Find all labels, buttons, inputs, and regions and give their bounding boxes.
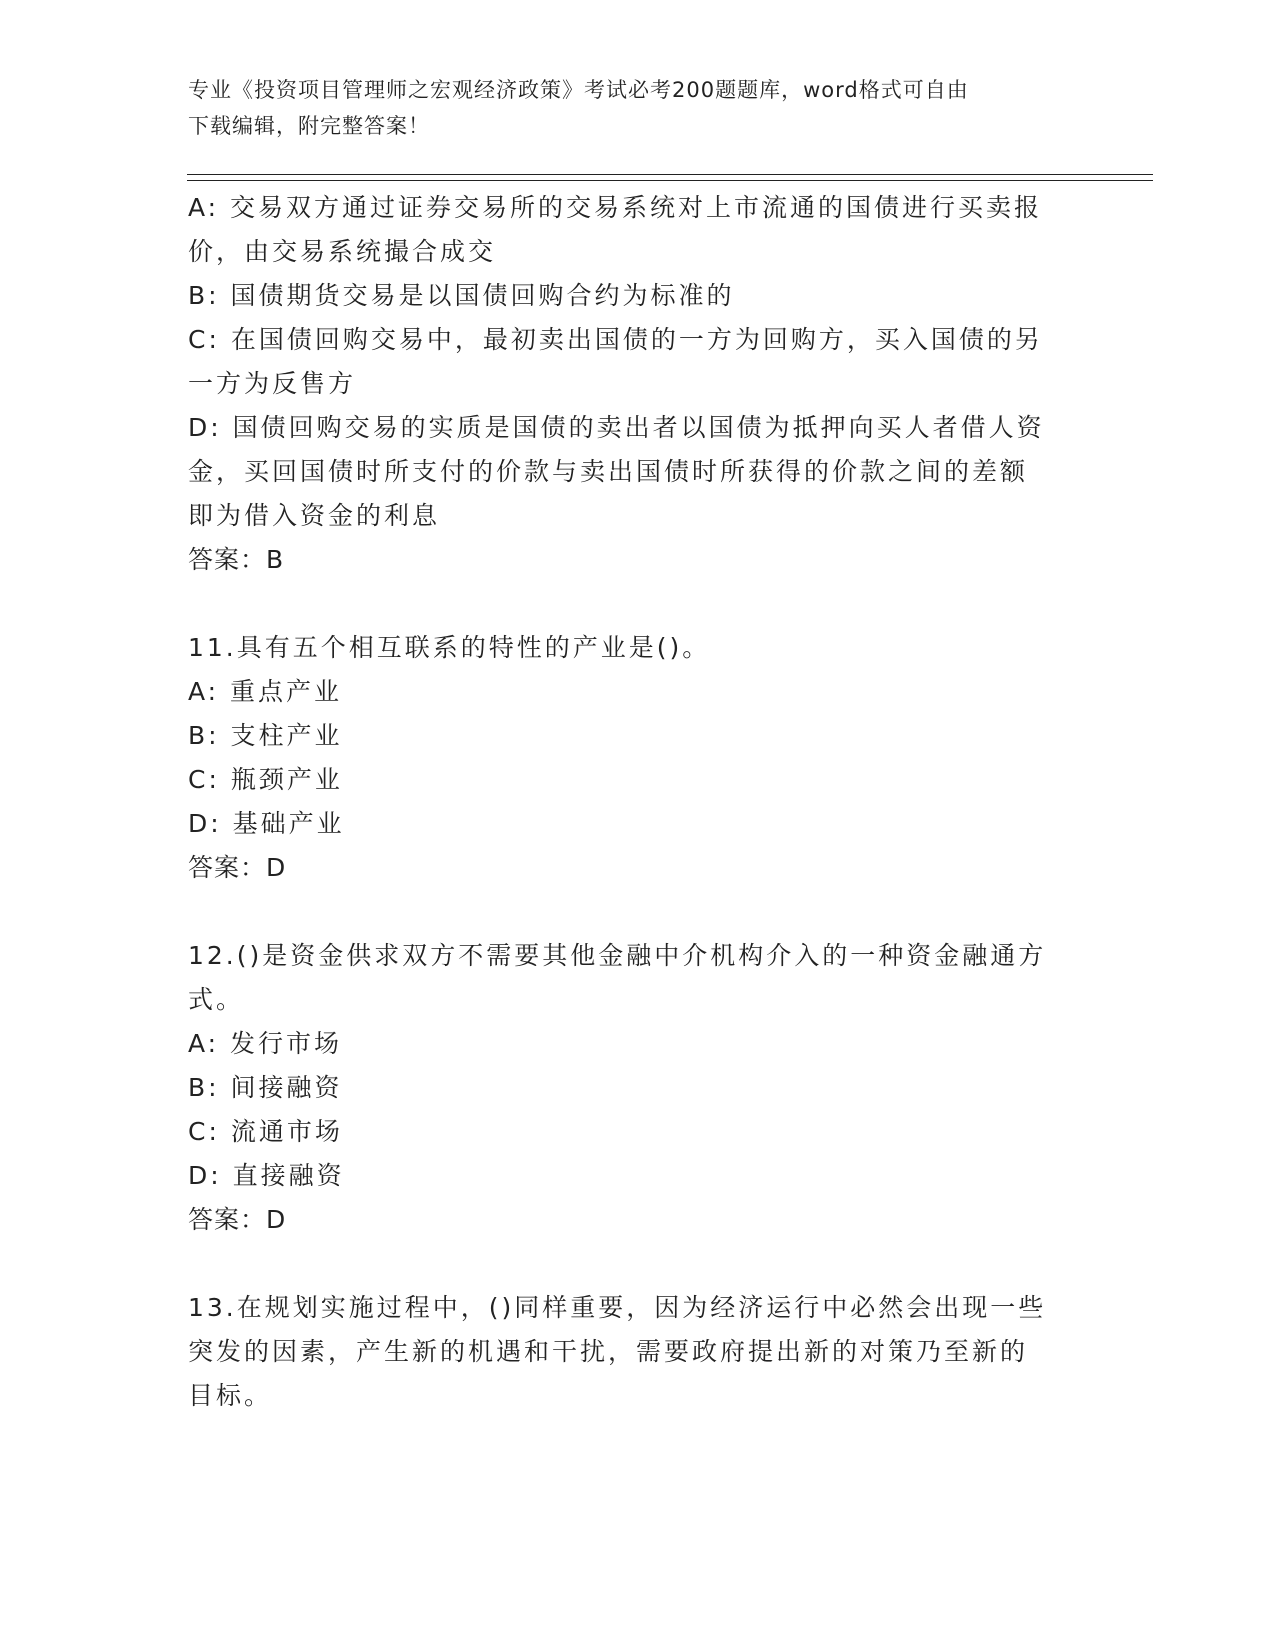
q11-question: 11.具有五个相互联系的特性的产业是()。: [188, 633, 711, 662]
q10-option-b: B: 国债期货交易是以国债回购合约为标准的: [188, 281, 735, 310]
q12-question-line-1: 12.()是资金供求双方不需要其他金融中介机构介入的一种资金融通方: [188, 941, 1047, 970]
q13-question-line-2: 突发的因素，产生新的机遇和干扰，需要政府提出新的对策乃至新的: [188, 1337, 1029, 1366]
q10-option-d-line-2: 金，买回国债时所支付的价款与卖出国债时所获得的价款之间的差额: [188, 457, 1029, 486]
q12-option-d: D: 直接融资: [188, 1161, 345, 1190]
q11-answer: 答案：D: [188, 853, 287, 882]
header-title-line-2: 下载编辑，附完整答案！: [188, 114, 430, 138]
q10-option-d-line-1: D: 国债回购交易的实质是国债的卖出者以国债为抵押向买人者借人资: [188, 413, 1045, 442]
q11-option-b: B: 支柱产业: [188, 721, 343, 750]
page-header: [188, 72, 1068, 144]
q12-answer: 答案：D: [188, 1205, 287, 1234]
q10-option-a-line-1: A: 交易双方通过证券交易所的交易系统对上市流通的国债进行买卖报: [188, 193, 1043, 222]
q10-option-a-line-2: 价，由交易系统撮合成交: [188, 237, 497, 266]
q10-option-c-line-1: C: 在国债回购交易中，最初卖出国债的一方为回购方，买入国债的另: [188, 325, 1043, 354]
q10-answer: 答案：B: [188, 545, 285, 574]
q11-option-a: A: 重点产业: [188, 677, 343, 706]
q12-option-b: B: 间接融资: [188, 1073, 343, 1102]
q12-option-c: C: 流通市场: [188, 1117, 343, 1146]
q10-option-d-line-3: 即为借入资金的利息: [188, 501, 441, 530]
q10-option-c-line-2: 一方为反售方: [188, 369, 357, 398]
q12-question-line-2: 式。: [188, 985, 245, 1014]
header-title-line-1: 专业《投资项目管理师之宏观经济政策》考试必考200题题库，word格式可自由: [188, 78, 969, 102]
q13-question-line-1: 13.在规划实施过程中，()同样重要，因为经济运行中必然会出现一些: [188, 1293, 1047, 1322]
header-divider-top: [187, 174, 1153, 175]
q11-option-d: D: 基础产业: [188, 809, 345, 838]
header-divider-bottom: [187, 180, 1153, 181]
q12-option-a: A: 发行市场: [188, 1029, 343, 1058]
q13-question-line-3: 目标。: [188, 1381, 273, 1410]
q11-option-c: C: 瓶颈产业: [188, 765, 343, 794]
